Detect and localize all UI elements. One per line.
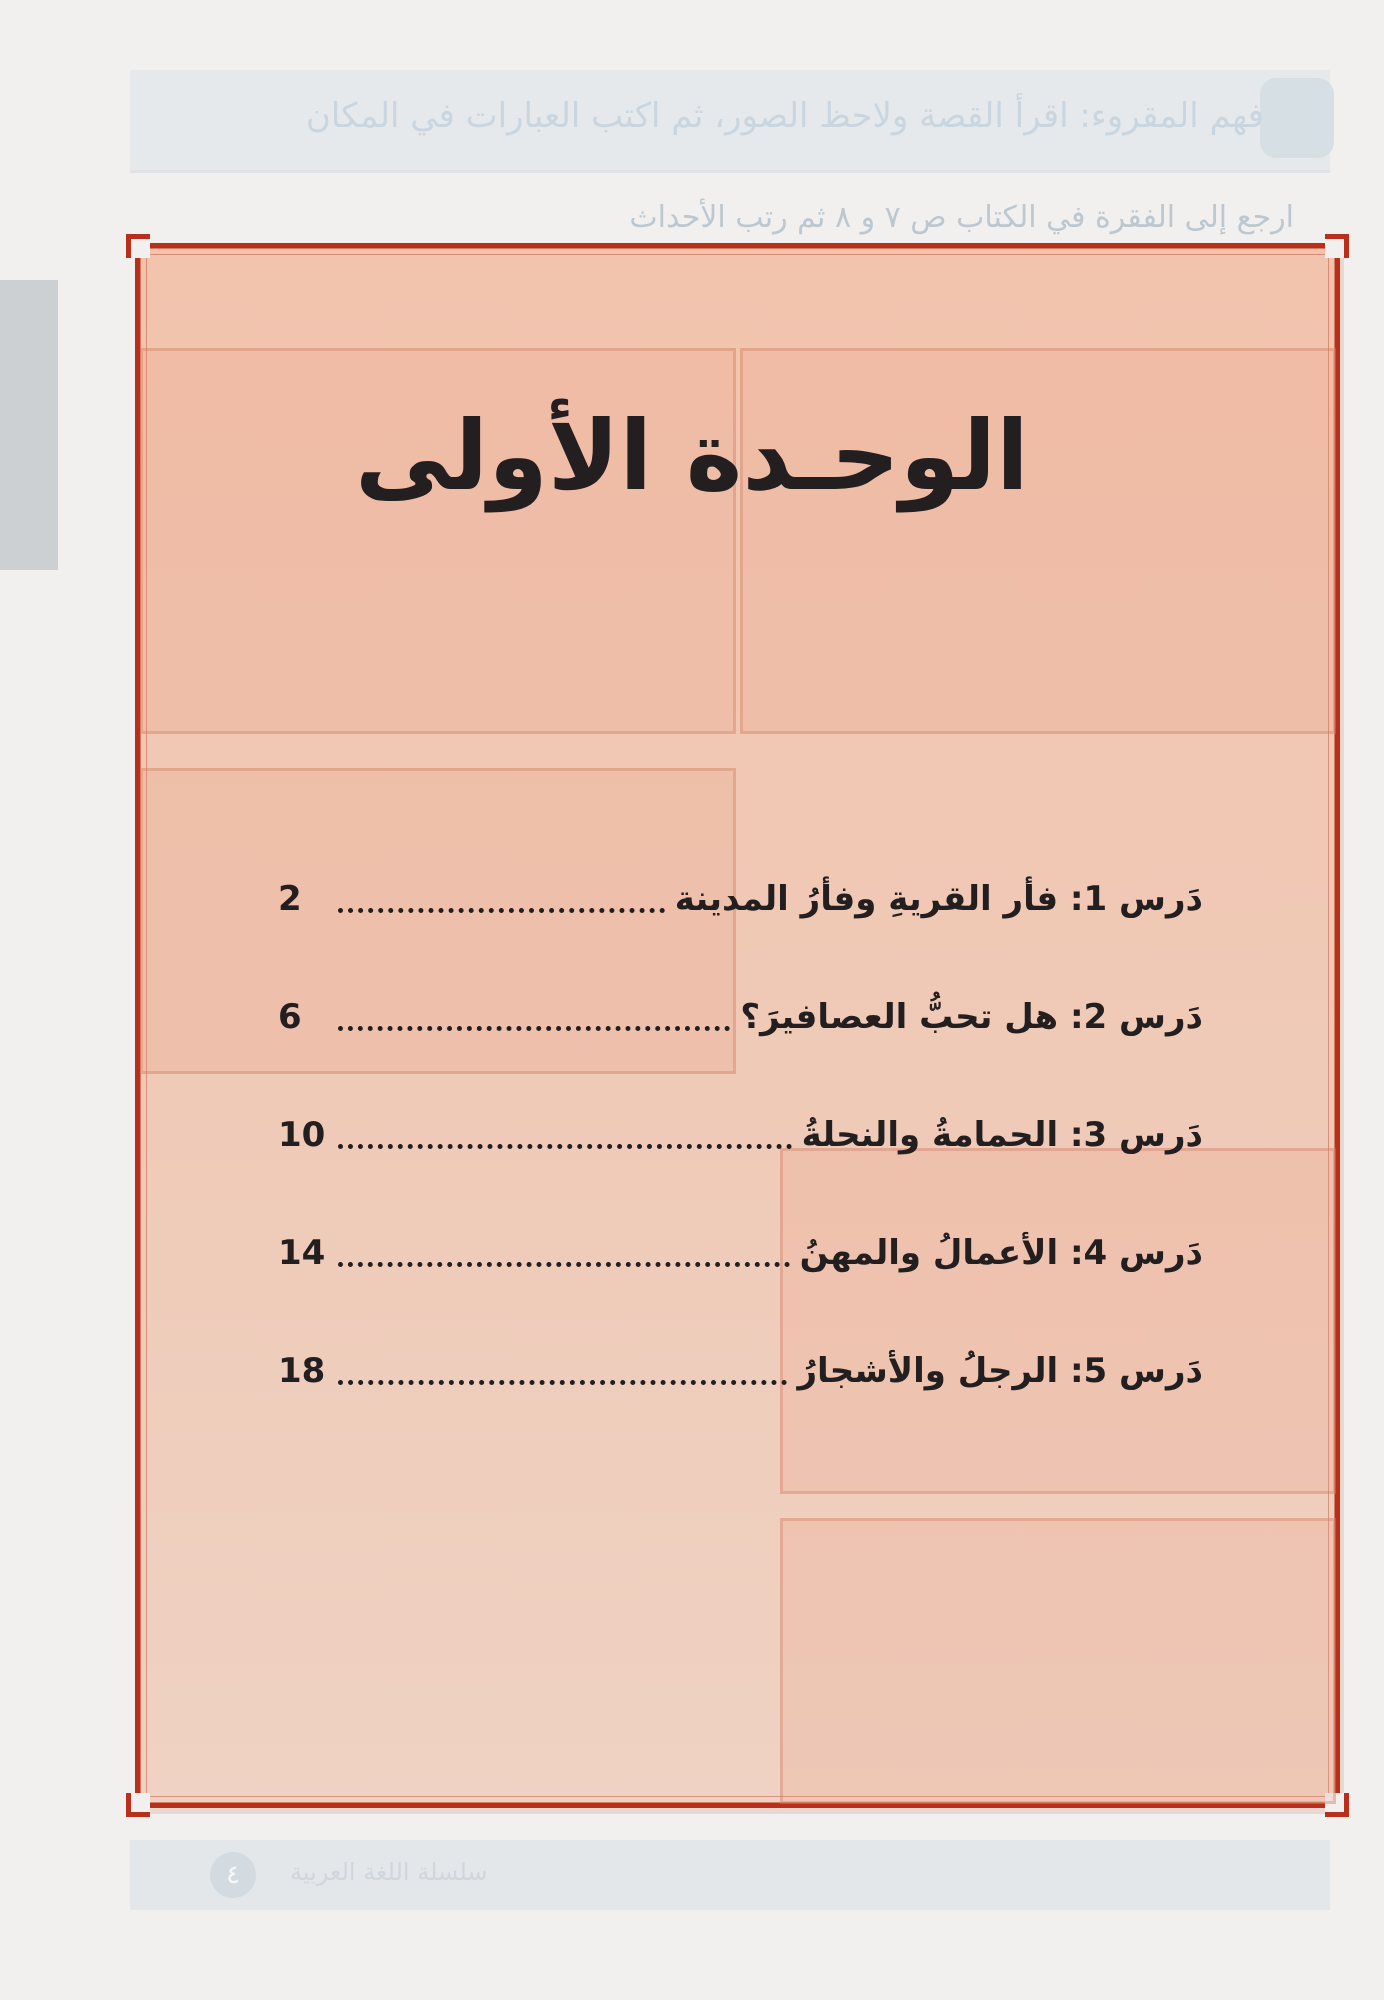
background-instruction-text: ارجع إلى الفقرة في الكتاب ص ٧ و ٨ ثم رتب الأحداث — [629, 200, 1294, 235]
lesson-title: دَرس 1: فأر القريةِ وفأرُ المدينة — [674, 879, 1203, 919]
dot-leader — [338, 1228, 790, 1267]
dot-leader — [338, 992, 730, 1031]
lesson-title: دَرس 5: الرجلُ والأشجارُ — [797, 1351, 1203, 1391]
background-exercise-badge — [1260, 78, 1334, 158]
toc-entry[interactable] — [278, 958, 1203, 1076]
page-number: 14 — [278, 1233, 326, 1273]
background-header-text: فهم المقروء: اقرأ القصة ولاحظ الصور، ثم اكتب العبارات في المكان — [305, 96, 1264, 136]
page-number: 10 — [278, 1115, 326, 1155]
lesson-title: دَرس 4: الأعمالُ والمهنُ — [799, 1233, 1203, 1273]
toc-entry[interactable] — [278, 1194, 1203, 1312]
unit-title: الوحـدة الأولى — [355, 400, 1029, 512]
toc-entry[interactable] — [278, 840, 1203, 958]
dot-leader — [338, 874, 665, 913]
page-number: 6 — [278, 997, 302, 1037]
lesson-title: دَرس 2: هل تحبُّ العصافيرَ؟ — [740, 997, 1203, 1037]
page-number: 2 — [278, 879, 302, 919]
toc-entry[interactable] — [278, 1312, 1203, 1430]
dot-leader — [338, 1110, 792, 1149]
table-of-contents — [278, 840, 1203, 1430]
page-number: 18 — [278, 1351, 326, 1391]
faded-illustration — [780, 1518, 1336, 1804]
dot-leader — [338, 1346, 787, 1385]
corner-ornament — [126, 1793, 150, 1817]
background-page-number: ٤ — [210, 1852, 256, 1898]
background-footer-text: سلسلة اللغة العربية — [290, 1858, 488, 1886]
toc-entry[interactable] — [278, 1076, 1203, 1194]
lesson-title: دَرس 3: الحمامةُ والنحلةُ — [801, 1115, 1203, 1155]
corner-ornament — [126, 234, 150, 258]
corner-ornament — [1325, 234, 1349, 258]
